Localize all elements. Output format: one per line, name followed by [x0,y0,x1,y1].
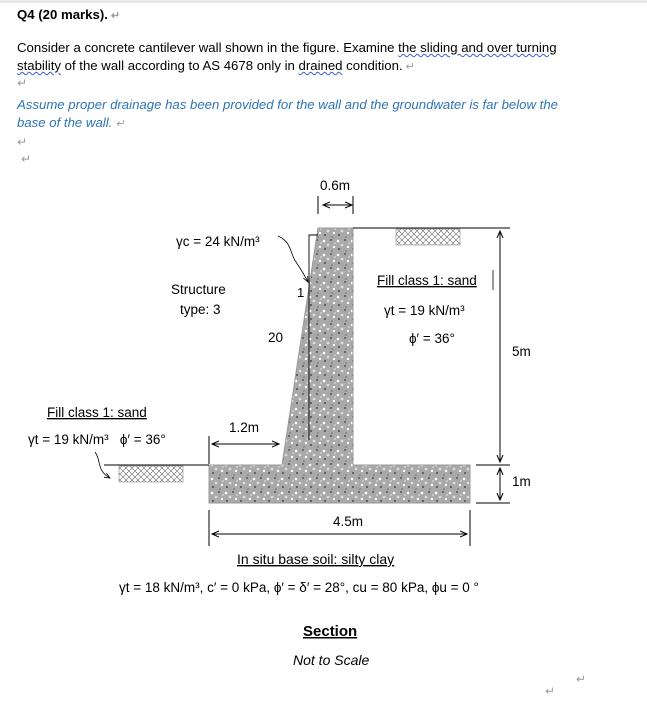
base-width-label: 4.5m [332,514,364,529]
question-title-text: Q4 (20 marks). [17,7,108,22]
sliding-overturning-phrase: the sliding and over turning [398,40,557,55]
batter-run-label: 20 [268,330,284,345]
intro-text-start: Consider a concrete cantilever wall shown in the figure. Examine [17,40,399,55]
base-thickness-label: 1m [512,474,531,489]
front-fill-properties: γt = 19 kN/m³ ϕ′ = 36° [28,432,166,447]
front-fill-hatch-left [119,466,183,482]
svg-text:↵: ↵ [576,672,587,686]
scale-note: Not to Scale [293,652,370,668]
svg-text:↵: ↵ [545,684,556,698]
toe-width-label: 1.2m [228,420,260,435]
concrete-unit-weight: γc = 24 kN/m³ [176,234,260,249]
structure-type: type: 3 [180,302,221,317]
backfill-unit-weight: γt = 19 kN/m³ [384,303,465,318]
intro-line-2: stability of the wall according to AS 4678 only in drained condition. ↵ [17,58,415,73]
drainage-note-text: base of the wall. [17,115,113,130]
batter-rise-label: 1 [297,285,305,300]
intro-text-mid: of the wall according to AS 4678 only in [60,58,299,73]
paragraph-mark: ↵ [17,135,28,149]
base-soil-title: In situ base soil: silty clay [237,551,395,567]
intro-text-end: condition. [342,58,403,73]
section-label: Section [303,623,358,640]
front-fill-title: Fill class 1: sand [47,405,147,420]
drained-word: drained [298,58,343,73]
question-title: Q4 (20 marks). ↵ [17,7,121,22]
wall-concrete [209,228,470,503]
backfill-title: Fill class 1: sand [377,273,477,288]
drainage-note-line-1: Assume proper drainage has been provided for the wall and the groundwater is far below the [17,97,559,112]
backfill-hatch-right [396,229,460,245]
wall-height-label: 5m [512,344,531,359]
backfill-friction-angle: ϕ′ = 36° [409,331,455,346]
stem-width-label: 0.6m [319,178,351,193]
structure-label: Structure [171,282,226,297]
drainage-note-line-2: base of the wall. ↵ [17,115,125,130]
paragraph-mark: ↵ [17,76,28,90]
base-soil-properties: γt = 18 kN/m³, c′ = 0 kPa, ϕ′ = δ′ = 28°, cu = 80 kPa, ϕu = 0 ° [119,580,479,595]
gamma-c-leader [278,236,308,282]
paragraph-mark: ↵ [21,152,32,166]
stability-word: stability [17,58,61,73]
